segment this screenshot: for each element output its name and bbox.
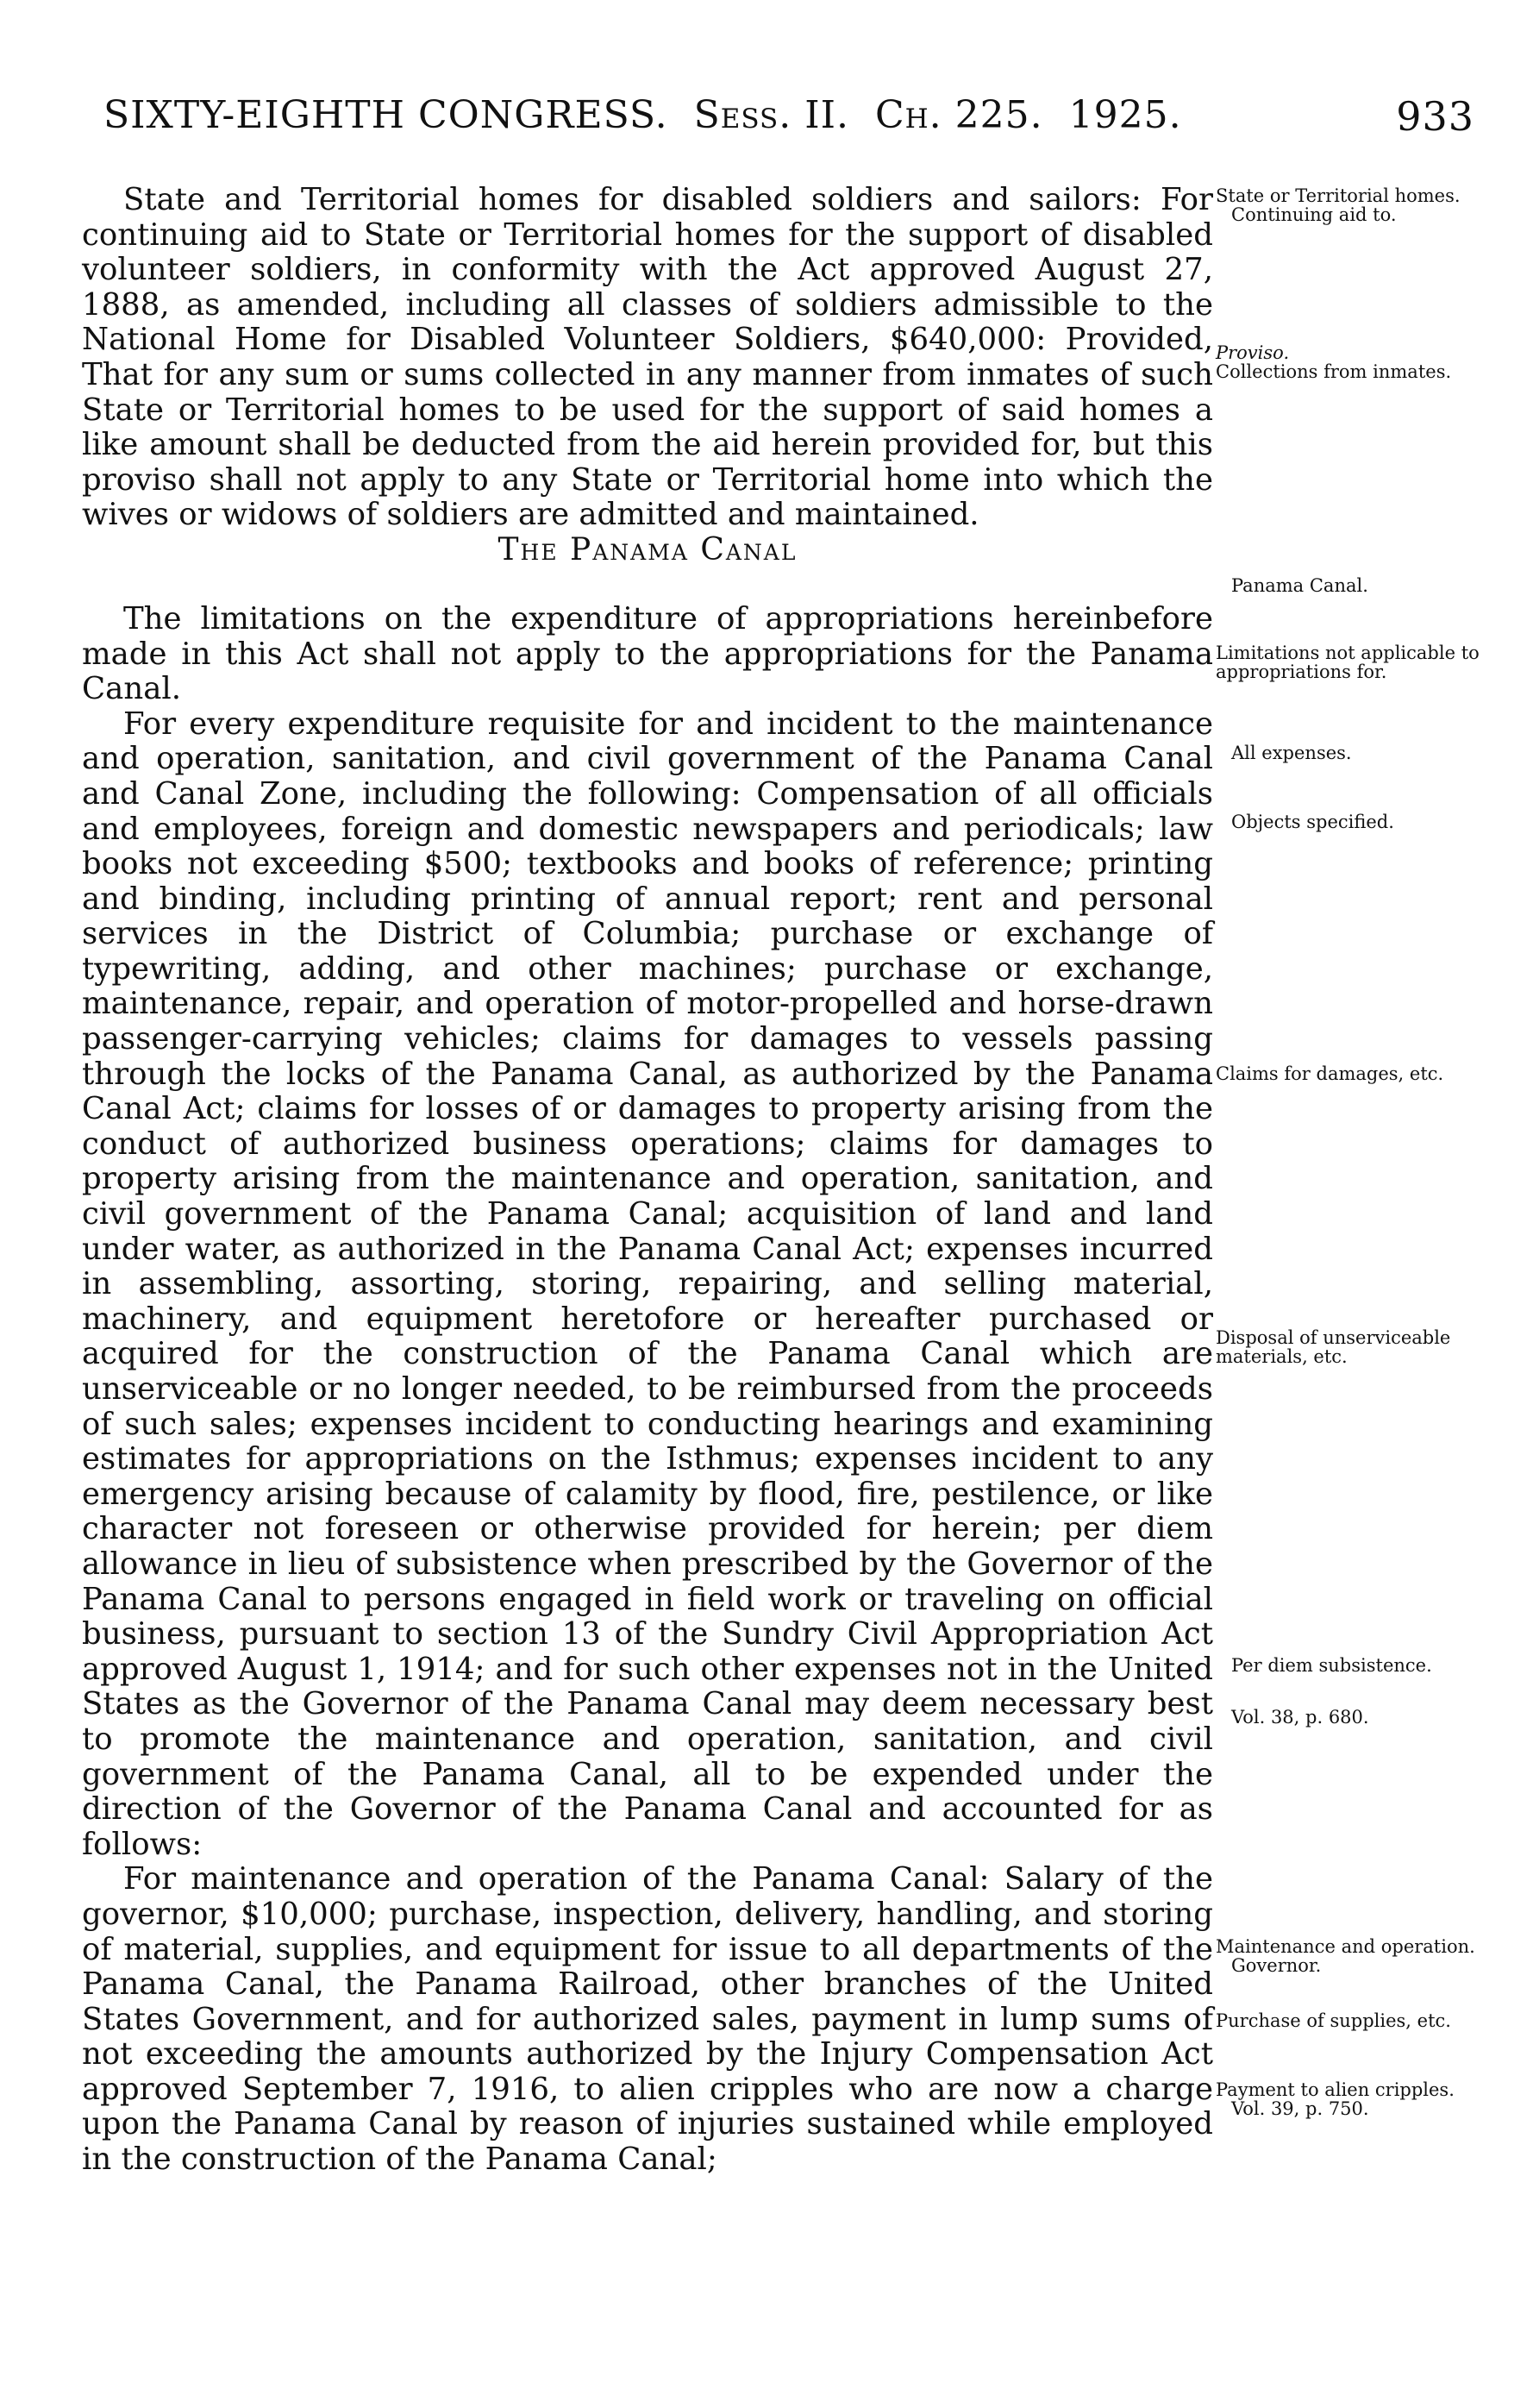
margin-note-state-homes [1216, 186, 1500, 224]
margin-note-all-expenses [1216, 743, 1500, 762]
margin-note-line: Limitations not applicable to appropriations for. [1216, 643, 1480, 682]
body-column [82, 183, 1213, 2178]
margin-note-line: Per diem subsistence. [1231, 1655, 1432, 1676]
margin-note-line: All expenses. [1231, 743, 1352, 763]
margin-note-line: Claims for damages, etc. [1216, 1063, 1444, 1084]
margin-note-objects [1216, 812, 1500, 831]
margin-note-line: Objects specified. [1231, 812, 1394, 832]
margin-note-line: Disposal of unserviceable materials, etc. [1216, 1327, 1451, 1367]
margin-note-line: Governor. [1231, 1955, 1322, 1976]
running-head-text [103, 93, 1182, 137]
margin-note-claims [1216, 1064, 1500, 1083]
margin-note-line: Purchase of supplies, etc. [1216, 2010, 1451, 2031]
margin-note-maintenance [1216, 1937, 1500, 1975]
paragraph-limitations: The limitations on the expenditure of appropriations hereinbefore made in this Act shall not apply to the appropriations for the Panama Canal. [82, 600, 1213, 707]
margin-note-panama-canal [1216, 576, 1500, 595]
margin-note-line: Panama Canal. [1231, 575, 1368, 596]
page-number: 933 [1396, 93, 1474, 140]
margin-note-proviso [1216, 343, 1500, 381]
margin-note-line: Maintenance and operation. [1216, 1936, 1475, 1957]
margin-note-line: State or Territorial homes. [1216, 185, 1461, 206]
margin-note-alien-cripples [1216, 2080, 1500, 2118]
margin-note-purchase [1216, 2011, 1500, 2030]
margin-note-vol-38 [1216, 1708, 1500, 1727]
margin-note-line: Vol. 38, p. 680. [1231, 1707, 1369, 1728]
paragraph-state-homes: State and Territorial homes for disabled soldiers and sailors: For continuing aid to State or Territorial homes for the support of disabled volunteer soldiers, in conformity with the Act approved August 27, 1888, as amended, including all classes of soldiers admissible to the National Home for Disabled Volunteer Soldiers, $640,000: Provided, That for any sum or sums collected in any manner from inmates of such State or Territorial homes to be used for the support of said homes a like amount shall be deducted from the aid herein provided for, but this proviso shall not apply to any State or Territorial home into which the wives or widows of soldiers are admitted and maintained. [82, 182, 1213, 533]
session-label: Sess. II. [693, 93, 849, 137]
paragraph-maintenance: For maintenance and operation of the Panama Canal: Salary of the governor, $10,000; purchase, inspection, delivery, handling, and storing of material, supplies, and equipment for issue to all departments of the Panama Canal, the Panama Railroad, other branches of the United States Government, and for authorized sales, payment in lump sums of not exceeding the amounts authorized by the Injury Compensation Act approved September 7, 1916, to alien cripples who are now a charge upon the Panama Canal by reason of injuries sustained while employed in the construction of the Panama Canal; [82, 1861, 1213, 2178]
section-heading: The Panama Canal [497, 531, 798, 568]
margin-note-limitations [1216, 643, 1500, 681]
margin-note-per-diem [1216, 1656, 1500, 1675]
chapter-label: Ch. 225. [874, 93, 1043, 137]
margin-note-line: Proviso. [1216, 342, 1290, 363]
congress-label: SIXTY-EIGHTH CONGRESS. [103, 93, 668, 137]
margin-note-line: Collections from inmates. [1216, 361, 1452, 382]
margin-note-line: Continuing aid to. [1231, 204, 1397, 225]
margin-note-line: Vol. 39, p. 750. [1231, 2098, 1369, 2119]
margin-note-line: Payment to alien cripples. [1216, 2079, 1455, 2100]
margin-note-disposal [1216, 1328, 1500, 1366]
year-label: 1925. [1068, 93, 1182, 137]
paragraph-expenditures: For every expenditure requisite for and incident to the maintenance and operation, sanitation, and civil government of the Panama Canal and Canal Zone, including the following: Compensation of all officials and employees, foreign and domestic newspapers and periodicals; law books not exceeding $500; textbooks and books of reference; printing and binding, including printing of annual report; rent and personal services in the District of Columbia; purchase or exchange of typewriting, adding, and other machines; purchase or exchange, maintenance, repair, and operation of motor-propelled and horse-drawn passenger-carrying vehicles; claims for damages to vessels passing through the locks of the Panama Canal, as authorized by the Panama Canal Act; claims for losses of or damages to property arising from the conduct of authorized business operations; claims for damages to property arising from the maintenance and operation, sanitation, and civil government of the Panama Canal; acquisition of land and land under water, as authorized in the Panama Canal Act; expenses incurred in assembling, assorting, storing, repairing, and selling material, machinery, and equipment heretofore or hereafter purchased or acquired for the construction of the Panama Canal which are unserviceable or no longer needed, to be reimbursed from the proceeds of such sales; expenses incident to conducting hearings and examining estimates for appropriations on the Isthmus; expenses incident to any emergency arising because of calamity by flood, fire, pestilence, or like character not foreseen or otherwise provided for herein; per diem allowance in lieu of subsistence when prescribed by the Governor of the Panama Canal to persons engaged in field work or traveling on official business, pursuant to section 13 of the Sundry Civil Appropriation Act approved August 1, 1914; and for such other expenses not in the United States as the Governor of the Panama Canal may deem necessary best to promote the maintenance and operation, sanitation, and civil government of the Panama Canal, all to be expended under the direction of the Governor of the Panama Canal and accounted for as follows: [82, 705, 1213, 1862]
running-head [103, 93, 1474, 145]
